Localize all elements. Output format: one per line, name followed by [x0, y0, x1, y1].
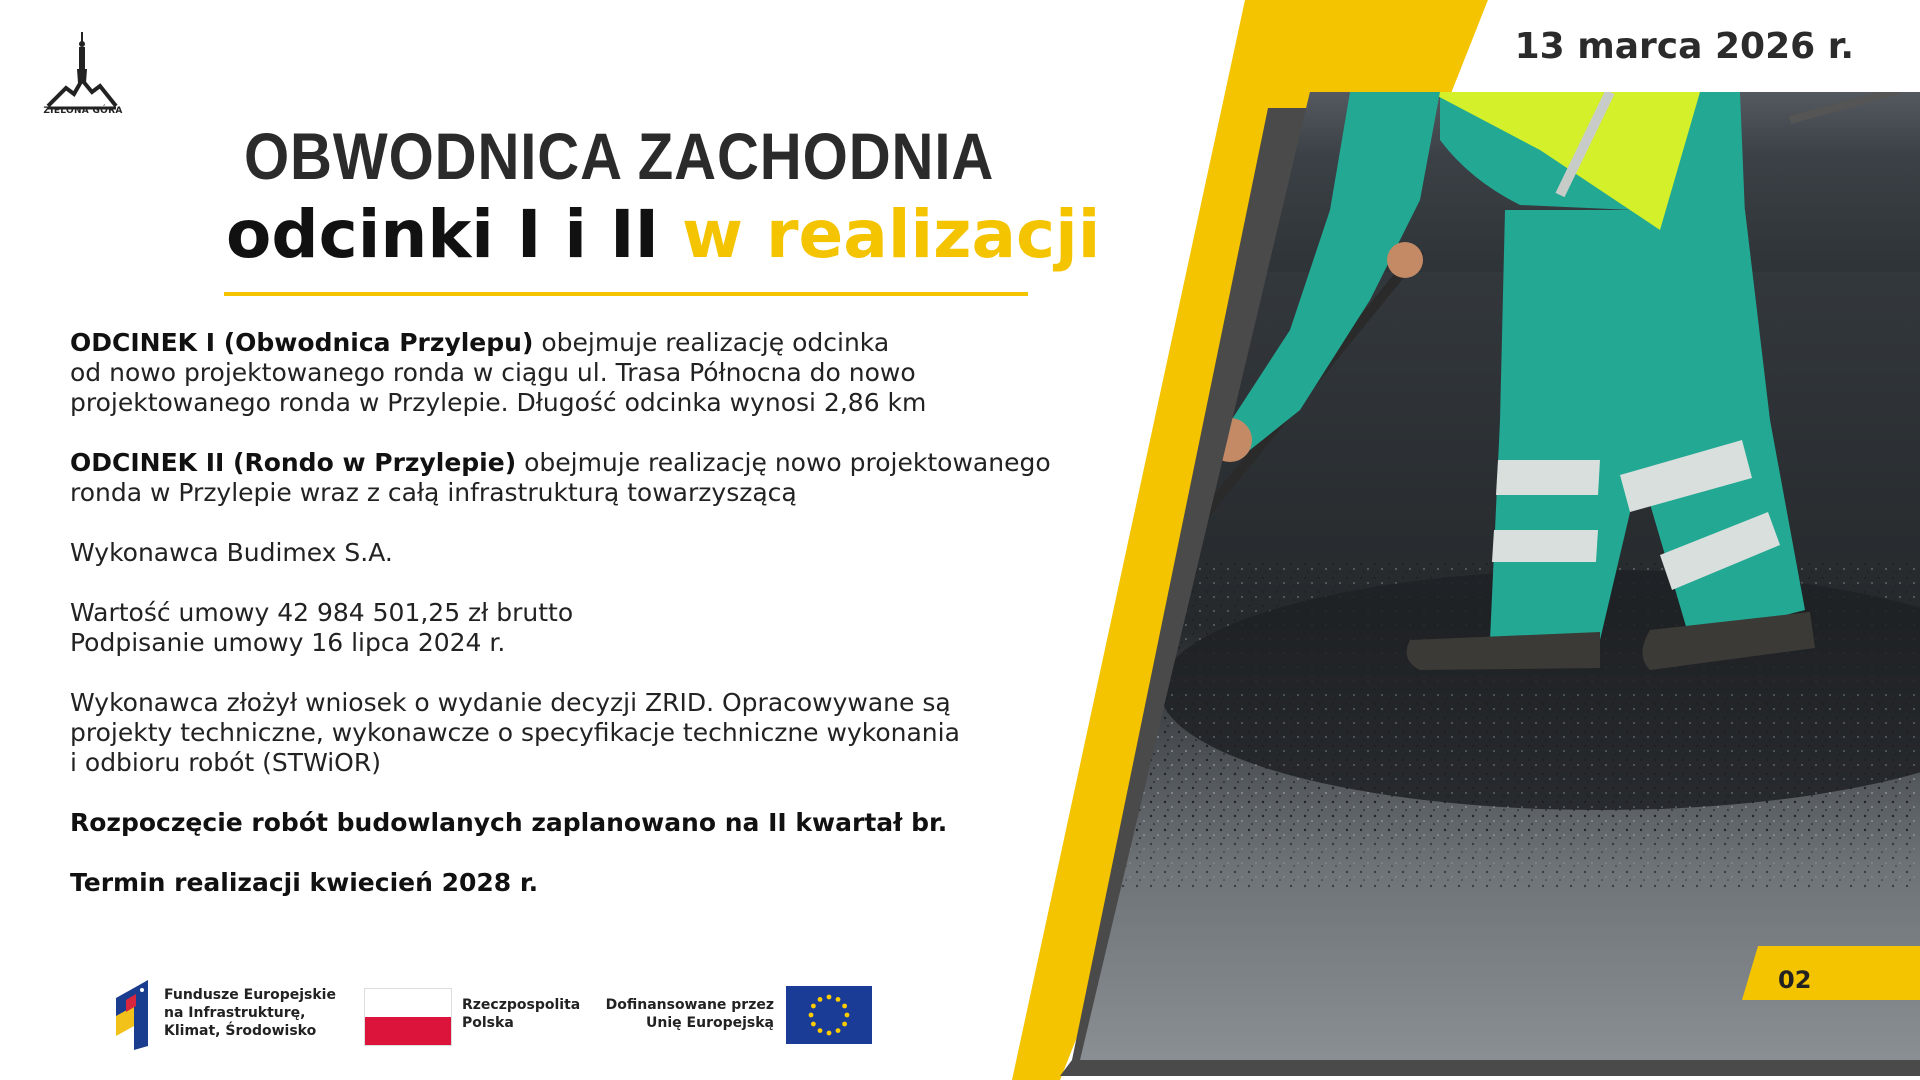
presentation-date: 13 marca 2026 r.	[1514, 26, 1854, 67]
section-2-text: obejmuje realizację nowo projektowanego	[516, 448, 1051, 477]
fe-line-1: Fundusze Europejskie	[164, 987, 336, 1003]
section-2-text-2: ronda w Przylepie wraz z całą infrastrukturą towarzyszącą	[70, 478, 797, 507]
section-odcinek-1	[70, 328, 1110, 418]
section-1-text-2: od nowo projektowanego ronda w ciągu ul. Trasa Północna do nowo	[70, 358, 916, 387]
subtitle	[226, 196, 1100, 273]
deadline-text: Termin realizacji kwiecień 2028 r.	[70, 868, 539, 897]
section-2-heading: ODCINEK II (Rondo w Przylepie)	[70, 448, 517, 477]
subtitle-highlight: w realizacji	[682, 196, 1101, 273]
pl-line-2: Polska	[462, 1015, 514, 1031]
zrid-info	[70, 688, 1110, 778]
page-number: 02	[1778, 966, 1812, 994]
start-text: Rozpoczęcie robót budowlanych zaplanowano na II kwartał br.	[70, 808, 948, 837]
start-info	[70, 808, 1110, 838]
deadline-info	[70, 868, 1110, 898]
eu-flag-icon	[786, 986, 872, 1044]
fe-line-3: Klimat, Środowisko	[164, 1023, 317, 1039]
eu-funding-text	[590, 996, 774, 1032]
eu-line-2: Unię Europejską	[646, 1015, 774, 1031]
contract-info	[70, 598, 1110, 658]
section-1-text: obejmuje realizację odcinka	[533, 328, 890, 357]
fe-line-2: na Infrastrukturę,	[164, 1005, 306, 1021]
section-1-heading: ODCINEK I (Obwodnica Przylepu)	[70, 328, 534, 357]
zrid-text-2: projekty techniczne, wykonawcze o specyfikacje techniczne wykonania	[70, 718, 960, 747]
contract-signed: Podpisanie umowy 16 lipca 2024 r.	[70, 628, 506, 657]
contractor-text: Wykonawca Budimex S.A.	[70, 538, 393, 567]
contract-value: Wartość umowy 42 984 501,25 zł brutto	[70, 598, 574, 627]
title-underline	[224, 292, 1028, 296]
section-1-text-3: projektowanego ronda w Przylepie. Długość odcinka wynosi 2,86 km	[70, 388, 927, 417]
eu-line-1: Dofinansowane przez	[605, 997, 774, 1013]
section-odcinek-2	[70, 448, 1110, 508]
city-logo-text: ZIELONA GÓRA	[43, 106, 123, 116]
polish-flag-icon	[364, 988, 452, 1046]
zrid-text-1: Wykonawca złożył wniosek o wydanie decyzji ZRID. Opracowywane są	[70, 688, 951, 717]
pl-line-1: Rzeczpospolita	[462, 997, 581, 1013]
content-body	[70, 328, 1110, 928]
european-funds-text	[164, 986, 336, 1040]
republic-poland-text	[462, 996, 580, 1032]
main-title: OBWODNICA ZACHODNIA	[244, 119, 995, 193]
subtitle-main: odcinki I i II	[226, 196, 660, 273]
zrid-text-3: i odbioru robót (STWiOR)	[70, 748, 381, 777]
european-funds-icon	[112, 976, 152, 1050]
